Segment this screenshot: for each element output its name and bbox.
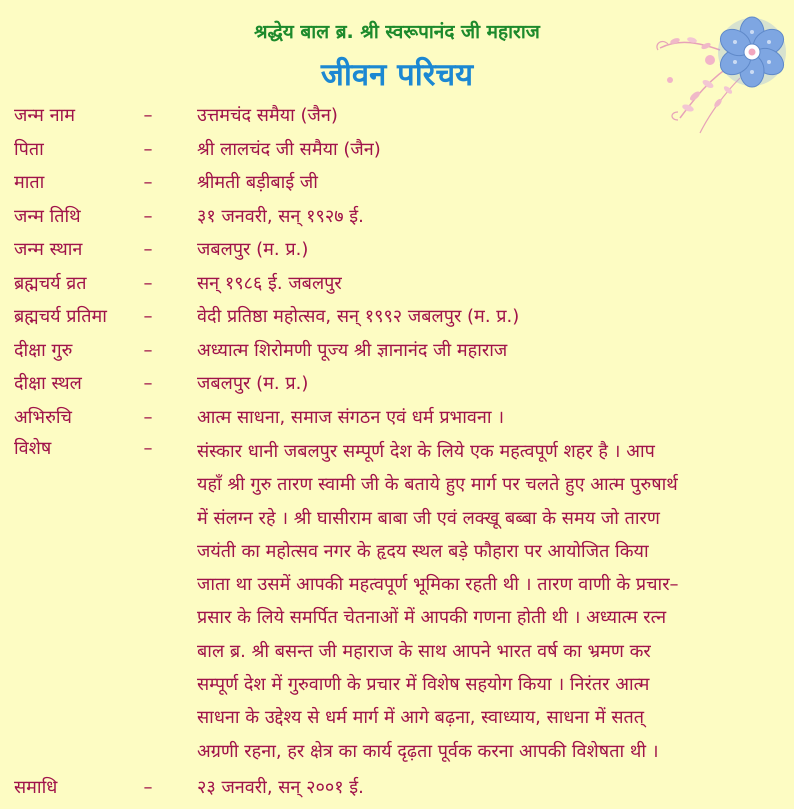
page-subtitle: श्रद्धेय बाल ब्र. श्री स्वरूपानंद जी महाराज	[254, 21, 540, 43]
special-item	[14, 435, 784, 768]
item-separator: –	[143, 306, 153, 327]
item-label: समाधि	[14, 776, 58, 798]
list-item	[14, 270, 784, 304]
item-value: श्री लालचंद जी समैया (जैन)	[197, 138, 381, 160]
item-separator: –	[143, 373, 153, 394]
biography-list	[14, 102, 784, 807]
item-label: जन्म स्थान	[14, 239, 83, 260]
list-item	[14, 136, 784, 170]
item-label: ब्रह्मचर्य व्रत	[14, 272, 87, 294]
item-separator: –	[143, 406, 153, 428]
item-label: जन्म नाम	[14, 105, 75, 126]
item-label: जन्म तिथि	[14, 205, 81, 227]
item-value: सन् १९८६ ई. जबलपुर	[197, 272, 342, 294]
item-separator: –	[143, 438, 153, 459]
item-label: माता	[14, 172, 45, 193]
item-separator: –	[143, 339, 153, 361]
item-value: आत्म साधना, समाज संगठन एवं धर्म प्रभावना ।	[197, 406, 505, 428]
list-item	[14, 236, 784, 270]
item-separator: –	[143, 776, 153, 798]
item-separator: –	[143, 172, 153, 193]
list-item	[14, 370, 784, 404]
item-value: अध्यात्म शिरोमणी पूज्य श्री ज्ञानानंद जी महाराज	[197, 339, 508, 361]
item-value: २३ जनवरी, सन् २००१ ई.	[197, 776, 364, 798]
item-separator: –	[143, 205, 153, 227]
paragraph-line: बाल ब्र. श्री बसन्त जी महाराज के साथ आपने भारत वर्ष का भ्रमण कर	[197, 640, 651, 662]
item-label: दीक्षा स्थल	[14, 373, 82, 394]
list-item	[14, 337, 784, 371]
special-paragraph	[197, 435, 769, 768]
paragraph-line: में संलग्न रहे । श्री घासीराम बाबा जी एवं लक्खू बब्बा के समय जो तारण	[197, 507, 660, 529]
item-separator: –	[143, 239, 153, 260]
item-value: उत्तमचंद समैया (जैन)	[197, 105, 338, 126]
paragraph-line: साधना के उद्देश्य से धर्म मार्ग में आगे बढ़ना, स्वाध्याय, साधना में सतत्	[197, 707, 645, 729]
paragraph-line: अग्रणी रहना, हर क्षेत्र का कार्य दृढ़ता पूर्वक करना आपकी विशेषता थी ।	[197, 740, 659, 762]
item-value: जबलपुर (म. प्र.)	[197, 373, 309, 394]
item-label: पिता	[14, 138, 44, 160]
item-label: ब्रह्मचर्य प्रतिमा	[14, 306, 107, 327]
list-item	[14, 404, 784, 438]
item-separator: –	[143, 105, 153, 126]
list-item	[14, 303, 784, 337]
list-item	[14, 169, 784, 203]
item-value: वेदी प्रतिष्ठा महोत्सव, सन् १९९२ जबलपुर (म. प्र.)	[197, 306, 520, 327]
item-label: दीक्षा गुरु	[14, 339, 73, 361]
paragraph-line: सम्पूर्ण देश में गुरुवाणी के प्रचार में विशेष सहयोग किया । निरंतर आत्म	[197, 674, 650, 696]
list-item	[14, 203, 784, 237]
item-separator: –	[143, 272, 153, 294]
paragraph-line: जयंती का महोत्सव नगर के हृदय स्थल बड़े फौहारा पर आयोजित किया	[197, 540, 649, 562]
list-item	[14, 102, 784, 136]
item-value: ३१ जनवरी, सन् १९२७ ई.	[197, 205, 364, 227]
item-separator: –	[143, 138, 153, 160]
paragraph-line: संस्कार धानी जबलपुर सम्पूर्ण देश के लिये एक महत्वपूर्ण शहर है । आप	[197, 441, 655, 462]
paragraph-line: प्रसार के लिये समर्पित चेतनाओं में आपकी गणना होती थी । अध्यात्म रत्न	[197, 607, 667, 629]
paragraph-line: जाता था उसमें आपकी महत्वपूर्ण भूमिका रहती थी । तारण वाणी के प्रचार–	[197, 574, 679, 596]
item-value: जबलपुर (म. प्र.)	[197, 239, 309, 260]
samadhi-item	[14, 774, 784, 808]
page-title: जीवन परिचय	[320, 57, 474, 93]
item-label: विशेष	[14, 438, 52, 459]
item-label: अभिरुचि	[14, 406, 72, 428]
paragraph-line: यहाँ श्री गुरु तारण स्वामी जी के बताये हुए मार्ग पर चलते हुए आत्म पुरुषार्थ	[197, 474, 678, 496]
item-value: श्रीमती बड़ीबाई जी	[197, 172, 318, 193]
